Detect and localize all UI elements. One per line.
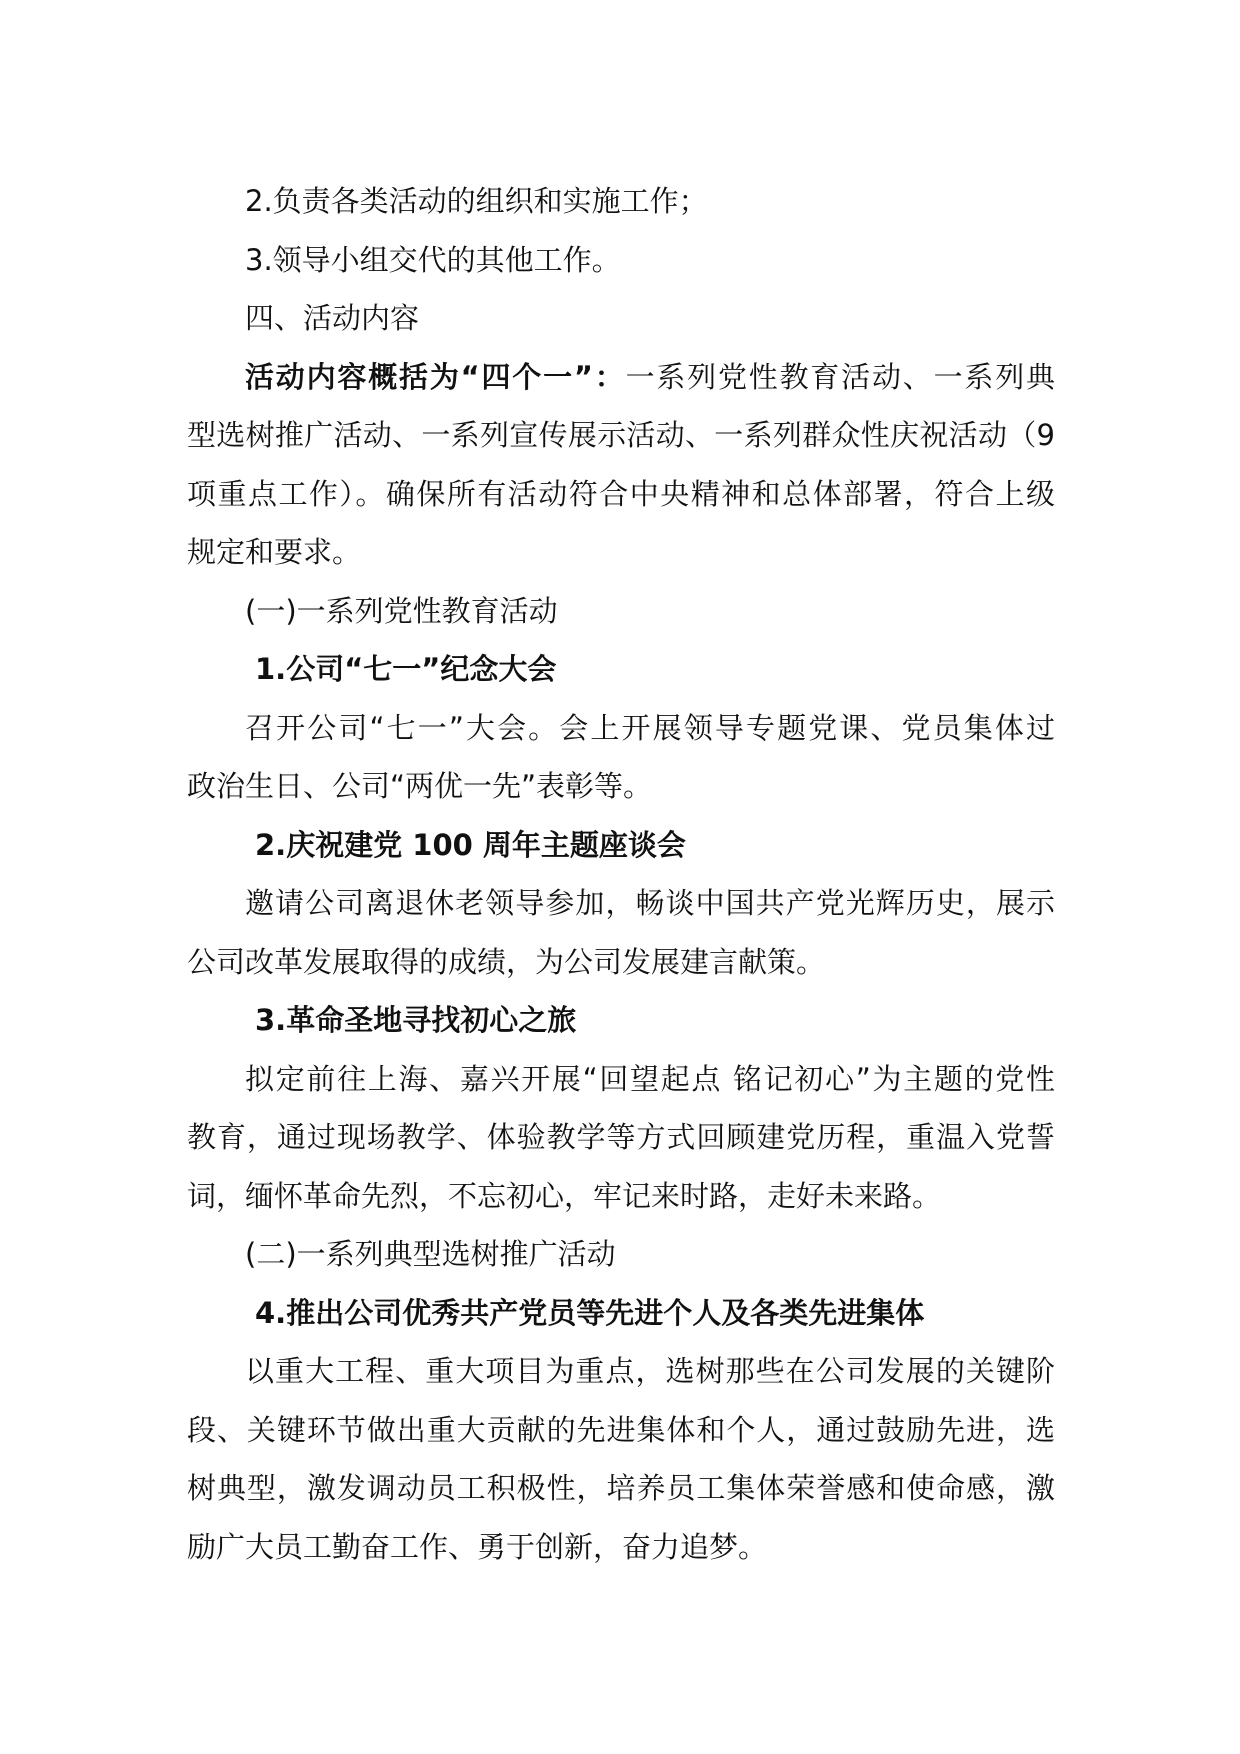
item1-line-1: 召开公司“七一”大会。会上开展领导专题党课、党员集体过 [245, 710, 1055, 745]
summary-line-4: 规定和要求。 [187, 535, 362, 569]
duty-item-2: 2.负责各类活动的组织和实施工作； [245, 184, 708, 218]
item2-line-2: 公司改革发展取得的成绩，为公司发展建言献策。 [187, 944, 826, 979]
item2-line-1: 邀请公司离退休老领导参加，畅谈中国共产党光辉历史，展示 [245, 886, 1055, 920]
document-body [187, 172, 1055, 1576]
section-heading-activities: 四、活动内容 [245, 301, 420, 335]
item3-line-3: 词，缅怀革命先烈，不忘初心，牢记来时路，走好未来路。 [187, 1178, 942, 1213]
item2-title: 2.庆祝建党 100 周年主题座谈会 [255, 827, 686, 862]
item1-line-2: 政治生日、公司“两优一先”表彰等。 [187, 769, 653, 803]
item1-title: 1.公司“七一”纪念大会 [255, 652, 557, 686]
part2-heading: (二)一系列典型选树推广活动 [245, 1237, 616, 1271]
item4-line-3: 树典型，激发调动员工积极性，培养员工集体荣誉感和使命感，激 [187, 1471, 1055, 1505]
summary-line-1 [187, 348, 1055, 407]
item4-title: 4.推出公司优秀共产党员等先进个人及各类先进集体 [255, 1295, 925, 1330]
item3-line-1: 拟定前往上海、嘉兴开展“回望起点 铭记初心”为主题的党性 [245, 1061, 1055, 1096]
part1-heading: (一)一系列党性教育活动 [245, 593, 558, 628]
summary-line-2: 型选树推广活动、一系列宣传展示活动、一系列群众性庆祝活动（9 [187, 418, 1055, 452]
item4-line-1: 以重大工程、重大项目为重点，选树那些在公司发展的关键阶 [245, 1354, 1055, 1388]
item3-title: 3.革命圣地寻找初心之旅 [255, 1003, 577, 1037]
summary-line-1-rest: 一系列党性教育活动、一系列典 [625, 359, 1055, 394]
duty-item-3: 3.领导小组交代的其他工作。 [245, 242, 621, 277]
item3-line-2: 教育，通过现场教学、体验教学等方式回顾建党历程，重温入党誓 [187, 1120, 1055, 1154]
summary-line-3: 项重点工作）。确保所有活动符合中央精神和总体部署，符合上级 [187, 476, 1055, 511]
summary-lead-bold: 活动内容概括为“四个一”： [245, 359, 626, 394]
item4-line-4: 励广大员工勤奋工作、勇于创新，奋力追梦。 [187, 1529, 768, 1564]
item4-line-2: 段、关键环节做出重大贡献的先进集体和个人，通过鼓励先进，选 [187, 1412, 1055, 1447]
